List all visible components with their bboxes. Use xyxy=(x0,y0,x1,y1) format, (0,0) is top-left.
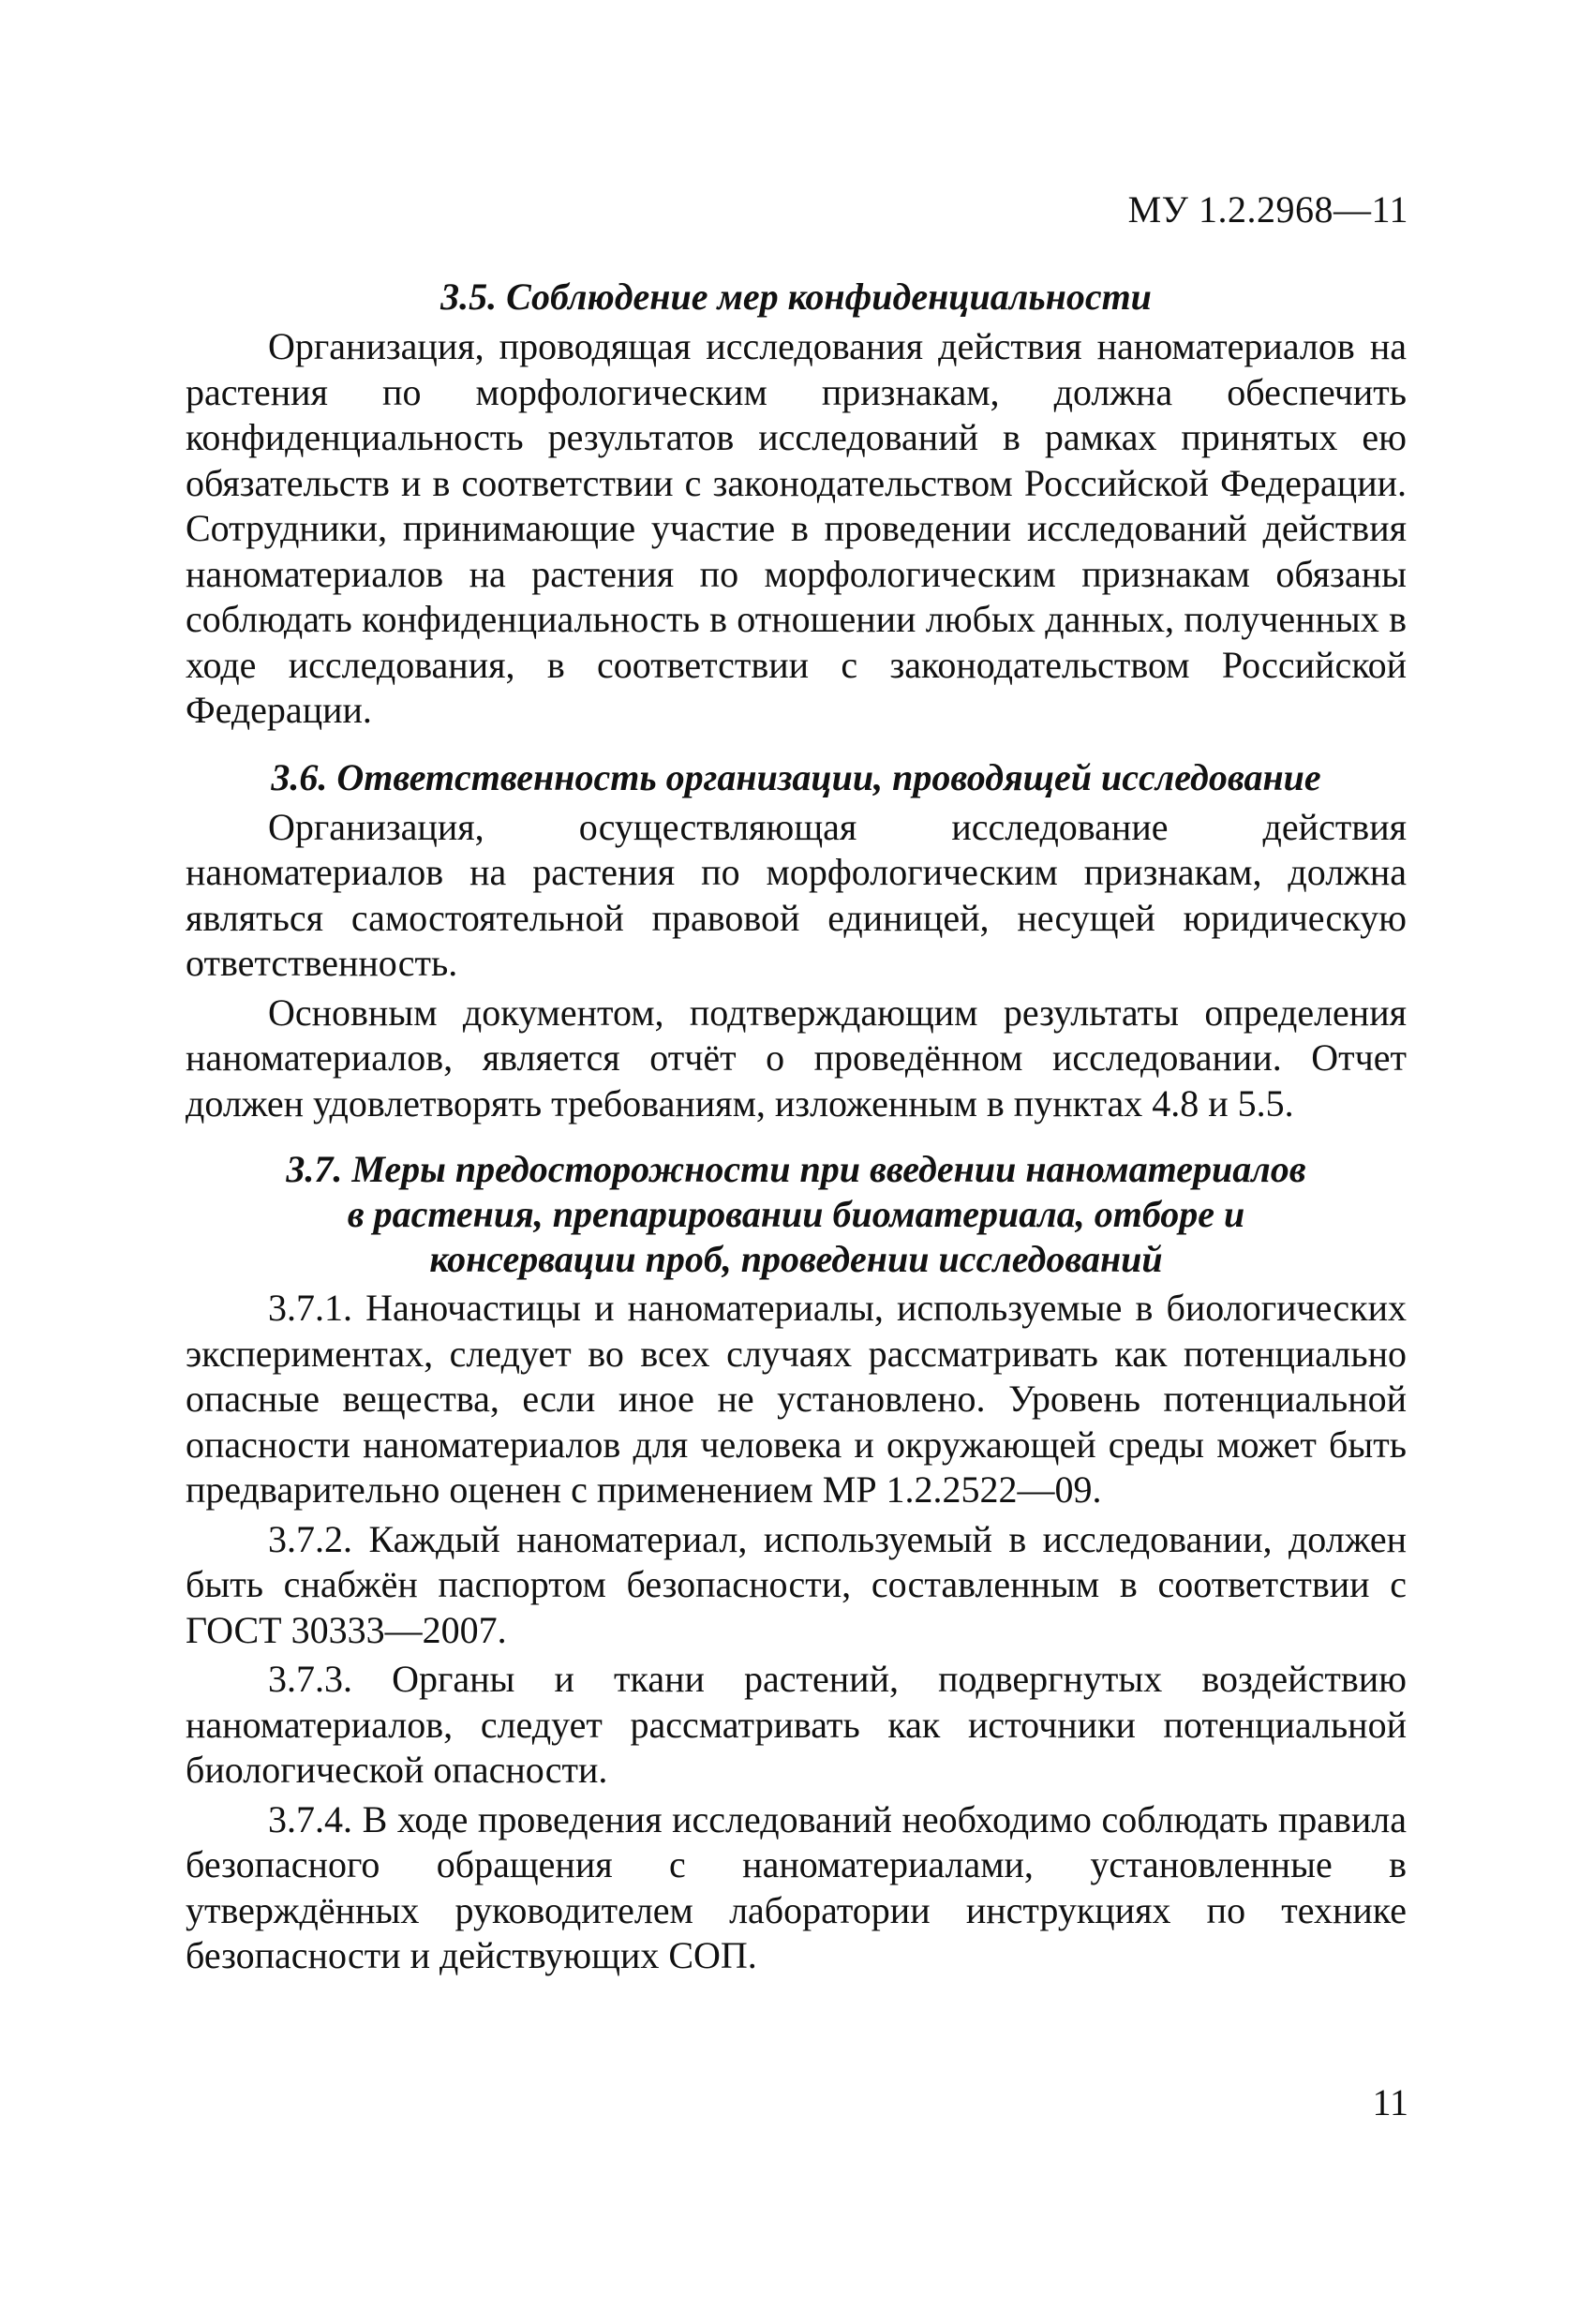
paragraph-3-7-1: 3.7.1. Наночастицы и наноматериалы, используемые в биологических экспериментах, следует во всех случаях рассматривать как потенциально опасные вещества, если иное не установлено. Уровень потенциальной опасности наноматериалов для человека и окружающей среды может быть предварительно оценен с применением МР 1.2.2522—09. xyxy=(186,1287,1407,1511)
paragraph: Организация, осуществляющая исследование действия наноматериалов на растения по морфологическим признакам, должна являться самостоятельной правовой единицей, несущей юридическую ответственность. xyxy=(186,805,1407,984)
page-content xyxy=(186,274,1407,1979)
section-heading-line: в растения, препарировании биоматериала, отборе и xyxy=(347,1193,1245,1235)
paragraph: Организация, проводящая исследования действия наноматериалов на растения по морфологическим признакам, должна обеспечить конфиденциальность результатов исследований в рамках принятых ею обязательств и в соответствии с законодательством Российской Федерации. Сотрудники, принимающие участие в проведении исследований действия наноматериалов на растения по морфологическим признакам обязаны соблюдать конфиденциальность в отношении любых данных, полученных в ходе исследования, в соответствии с законодательством Российской Федерации. xyxy=(186,325,1407,731)
section-heading-line: консервации проб, проведении исследований xyxy=(429,1238,1163,1280)
section-heading xyxy=(186,1147,1407,1282)
section-heading-line: 3.7. Меры предосторожности при введении наноматериалов xyxy=(286,1148,1306,1190)
section-3-7 xyxy=(186,1147,1407,1979)
section-heading: 3.6. Ответственность организации, проводящей исследование xyxy=(271,755,1321,798)
paragraph-3-7-4: 3.7.4. В ходе проведения исследований необходимо соблюдать правила безопасного обращения с наноматериалами, установленные в утверждённых руководителем лаборатории инструкциях по технике безопасности и действующих СОП. xyxy=(186,1797,1407,1976)
document-code: МУ 1.2.2968—11 xyxy=(1127,188,1408,231)
paragraph: Основным документом, подтверждающим результаты определения наноматериалов, является отчёт о проведённом исследовании. Отчет должен удовлетворять требованиям, изложенным в пунктах 4.8 и 5.5. xyxy=(186,991,1407,1125)
section-3-6 xyxy=(186,754,1407,1127)
section-heading: 3.5. Соблюдение мер конфиденциальности xyxy=(440,276,1152,318)
section-3-5 xyxy=(186,274,1407,734)
paragraph-3-7-2: 3.7.2. Каждый наноматериал, используемый в исследовании, должен быть снабжён паспортом безопасности, составленным в соответствии с ГОСТ 30333—2007. xyxy=(186,1517,1407,1651)
page-number: 11 xyxy=(1372,2081,1408,2123)
paragraph-3-7-3: 3.7.3. Органы и ткани растений, подвергнутых воздействию наноматериалов, следует рассматривать как источники потенциальной биологической опасности. xyxy=(186,1658,1407,1791)
